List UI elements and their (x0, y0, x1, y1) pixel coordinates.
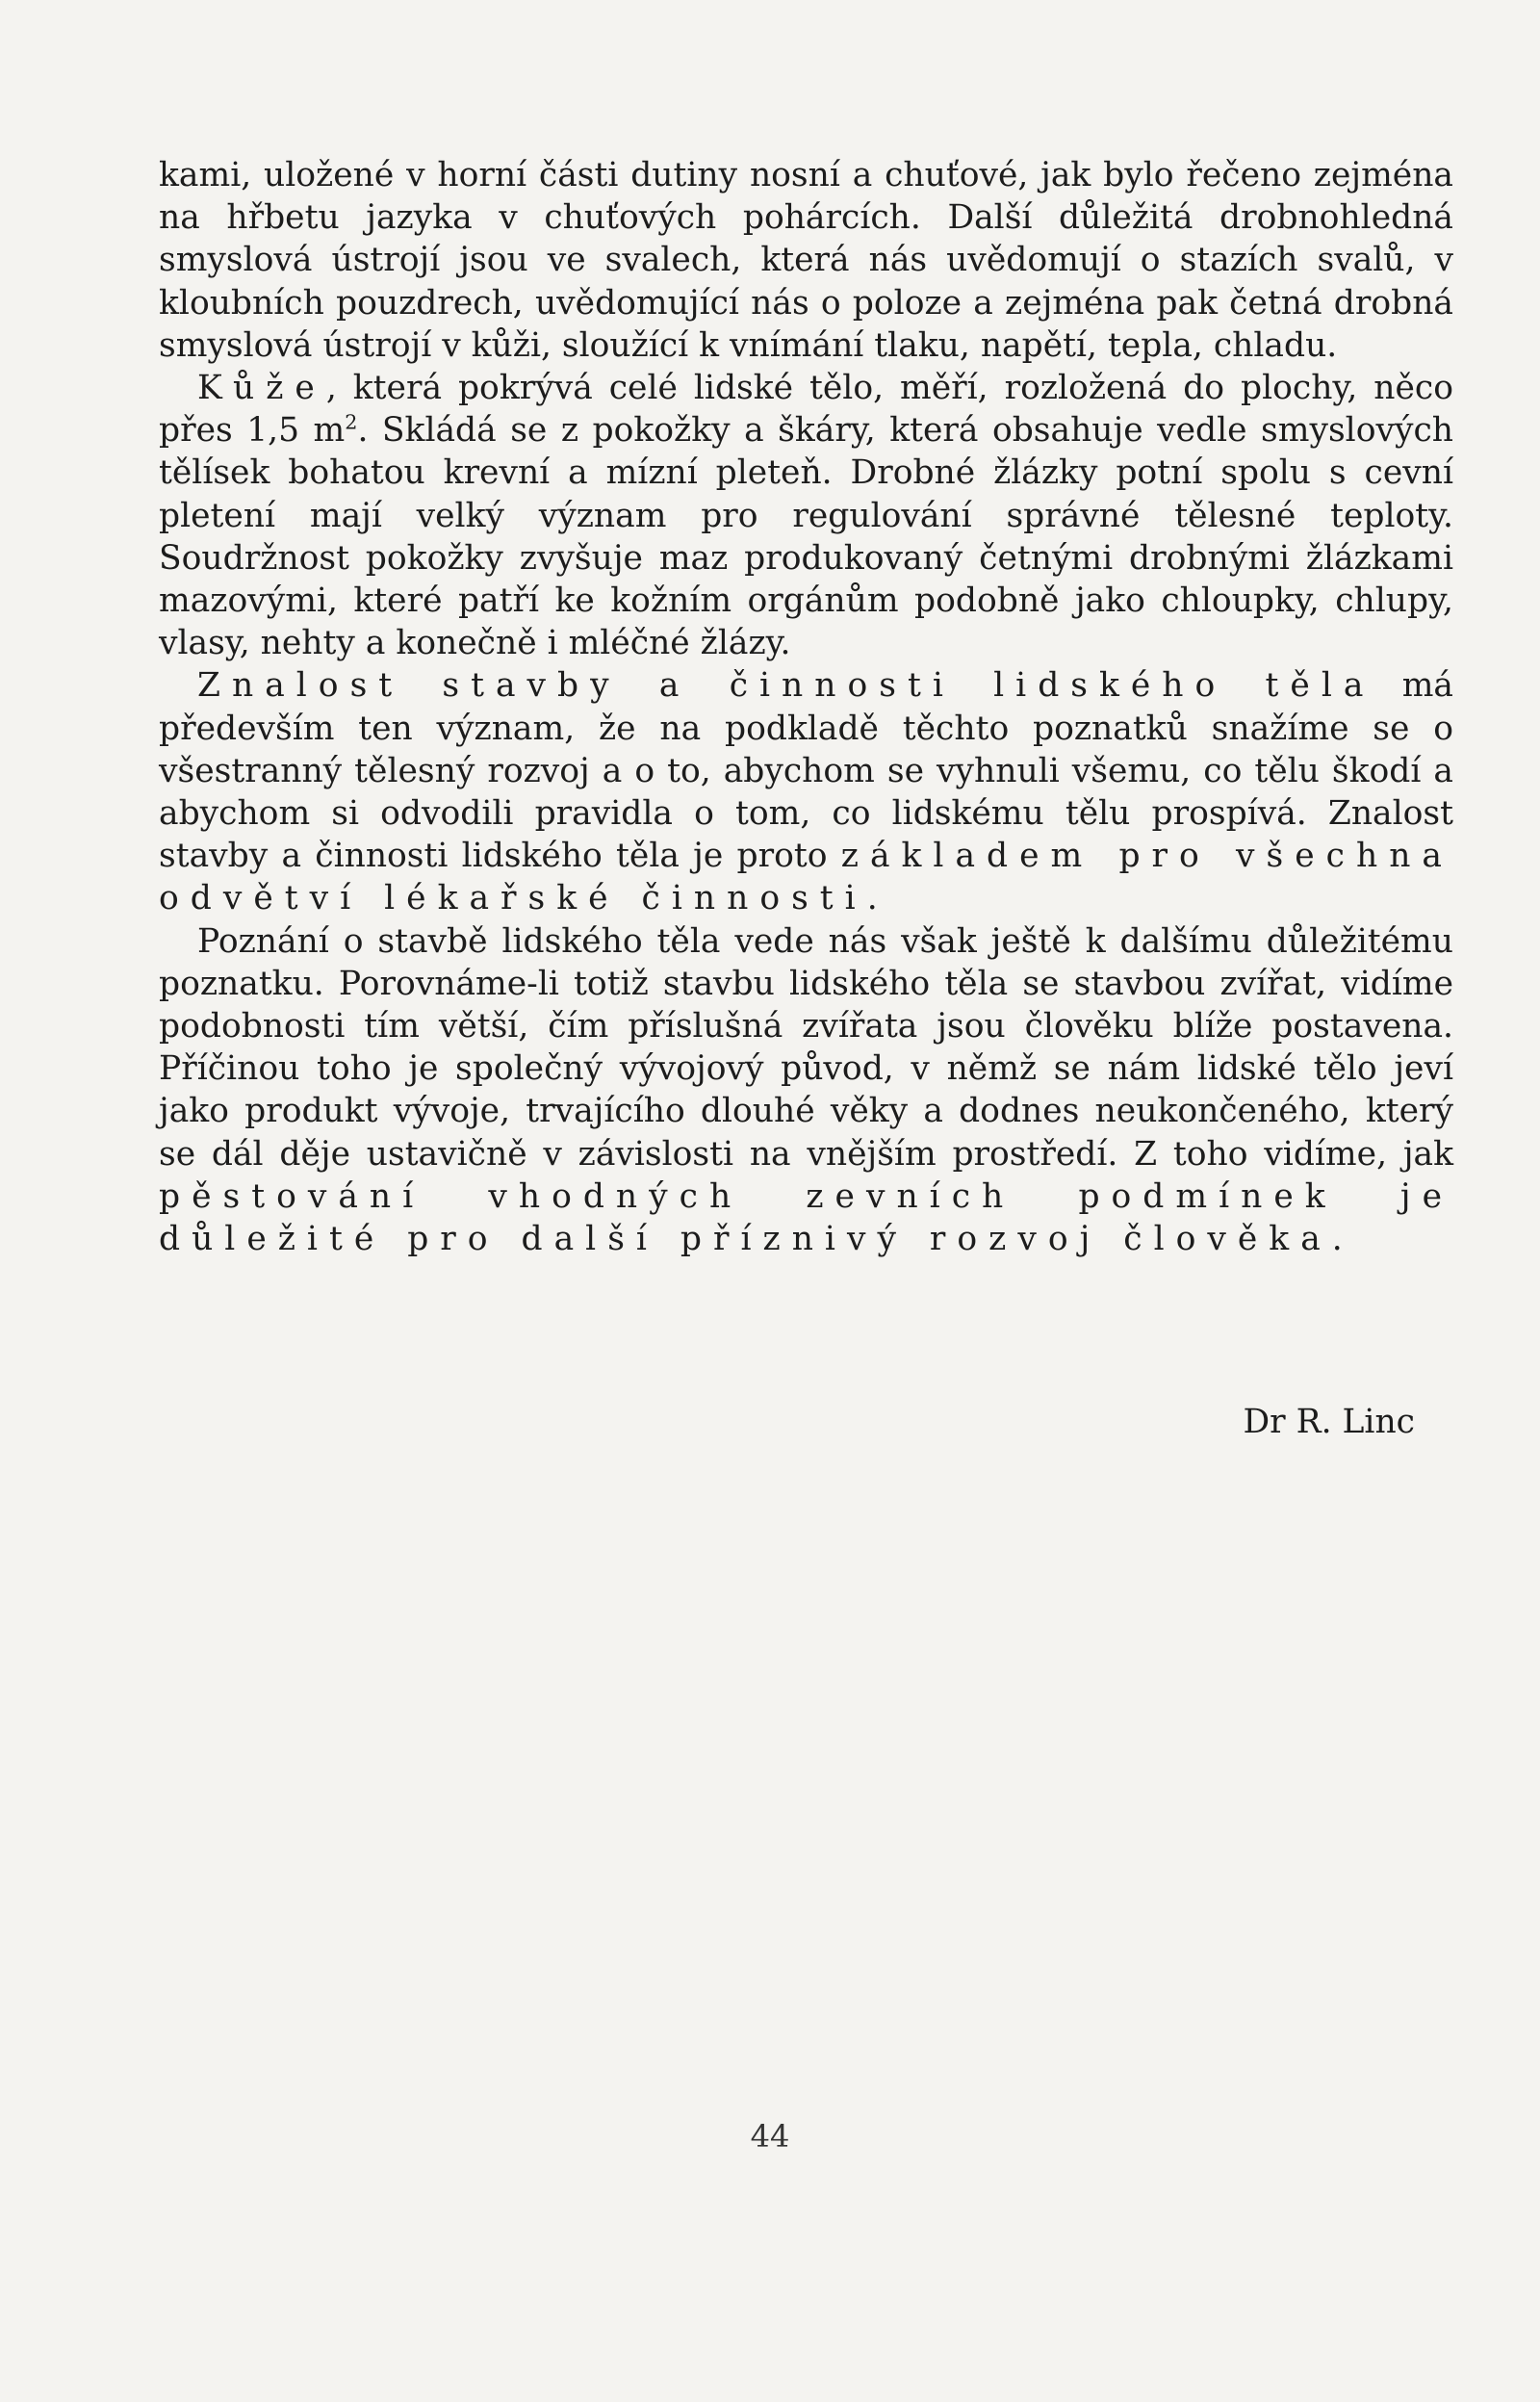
paragraph-3-period: . (866, 879, 878, 918)
knowledge-emphasis: Znalost stavby a činnosti lidského těla (197, 666, 1375, 706)
skin-term: Kůže (197, 369, 326, 408)
paragraph-skin (159, 367, 1453, 664)
paragraph-3-text: má především ten význam, že na podkladě těchto poznatků snažíme se o všestranný tělesný rozvoj a o to, abychom se vyhnuli všemu, co tělu škodí a abychom si odvodili pravidla o tom, co lidskému tělu prospívá. Znalost stavby a činnosti lidského těla je proto (159, 666, 1453, 876)
paragraph-4-period: . (1331, 1220, 1343, 1259)
paragraph-knowledge (159, 664, 1453, 919)
paragraph-4-text: Poznání o stavbě lidského těla vede nás však ještě k dalšímu důležitému poznatku. Porovnáme-li totiž stavbu lidského těla se stavbou zvířat, vidíme podobnosti tím větší, čím příslušná zvířata jsou člověku blíže postavena. Příčinou toho je společný vývojový původ, v němž se nám lidské tělo jeví jako produkt vývoje, trvajícího dlouhé věky a dodnes neukončeného, který se dál děje ustavičně v závislosti na vnějším prostředí. Z toho vidíme, jak (159, 921, 1453, 1174)
paragraph-2-text-a: , která pokrývá celé lidské tělo, měří, rozložená do plochy, něco přes 1,5 m (159, 369, 1453, 451)
paragraph-1-text: kami, uložené v horní části dutiny nosní a chuťové, jak bylo řečeno zejména na hřbetu jazyka v chuťových pohárcích. Další důležitá drobnohledná smyslová ústrojí jsou ve svalech, která nás uvědomují o stazích svalů, v kloubních pouzdrech, uvědomující nás o poloze a zejména pak četná drobná smyslová ústrojí v kůži, sloužící k vnímání tlaku, napětí, tepla, chladu. (159, 156, 1453, 365)
paragraph-sensory-organs (159, 154, 1453, 367)
foundation-emphasis: základem pro všechna odvětví lékařské činnosti (159, 837, 1453, 918)
development-emphasis: pěstování vhodných zevních podmínek je důležité pro další příznivý rozvoj člověka (159, 1176, 1453, 1259)
paragraph-evolution (159, 920, 1453, 1261)
page-number: 44 (750, 2118, 790, 2155)
superscript: 2 (345, 410, 358, 434)
author-signature: Dr R. Linc (1243, 1403, 1415, 1441)
body-text (159, 154, 1453, 1260)
paragraph-2-text-b: . Skládá se z pokožky a škáry, která obsahuje vedle smyslových tělísek bohatou krevní a mízní pleteň. Drobné žlázky potní spolu s cevní pletení mají velký význam pro regulování správné tělesné teploty. Soudržnost pokožky zvyšuje maz produkovaný četnými drobnými žlázkami mazovými, které patří ke kožním orgánům podobně jako chloupky, chlupy, vlasy, nehty a konečně i mléčné žlázy. (159, 411, 1453, 663)
